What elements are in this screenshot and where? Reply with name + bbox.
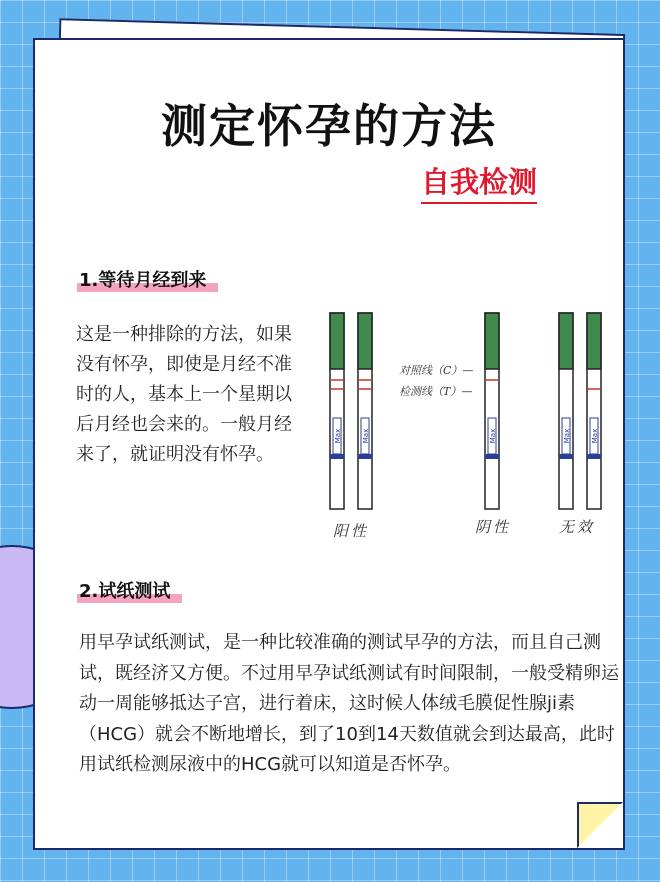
section2-heading: 2.试纸测试: [79, 577, 176, 603]
section1-heading: 1.等待月经到来: [79, 266, 212, 292]
test-line-label: 检测线（T）—: [399, 385, 473, 398]
strip-max-text: Max: [334, 428, 342, 444]
strip-max-text: Max: [591, 428, 599, 444]
folded-corner: [577, 802, 623, 848]
control-line-label: 对照线（C）—: [399, 364, 474, 377]
test-strip-illustration: [321, 308, 621, 562]
result-label-negative: 阴性: [475, 518, 512, 536]
strip-max-text: Max: [489, 428, 497, 444]
strip-max-text: Max: [563, 428, 571, 444]
invalid-strips: [559, 313, 601, 509]
section1-body: 这是一种排除的方法，如果没有怀孕，即使是月经不准时的人，基本上一个星期以后月经也会来的。一般月经来了，就证明没有怀孕。: [76, 324, 292, 465]
page-subtitle: 自我检测: [421, 160, 537, 204]
result-label-positive: 阳性: [333, 522, 370, 540]
positive-strips: [330, 313, 372, 509]
page-title: 测定怀孕的方法: [161, 99, 497, 153]
section2-body: 用早孕试纸测试，是一种比较准确的测试早孕的方法，而且自己测试，既经济又方便。不过用早孕试纸测试有时间限制，一般受精卵运动一周能够抵达子宫，进行着床，这时候人体绒毛膜促性腺ji素（HCG）就会不断地增长，到了10到14天数值就会到达最高，此时用试纸检测尿液中的HCG就可以知道是否怀孕。: [79, 632, 619, 775]
negative-strip: [485, 313, 499, 509]
result-label-invalid: 无效: [559, 518, 596, 536]
paper-card: [33, 38, 625, 850]
strip-max-text: Max: [362, 428, 370, 444]
